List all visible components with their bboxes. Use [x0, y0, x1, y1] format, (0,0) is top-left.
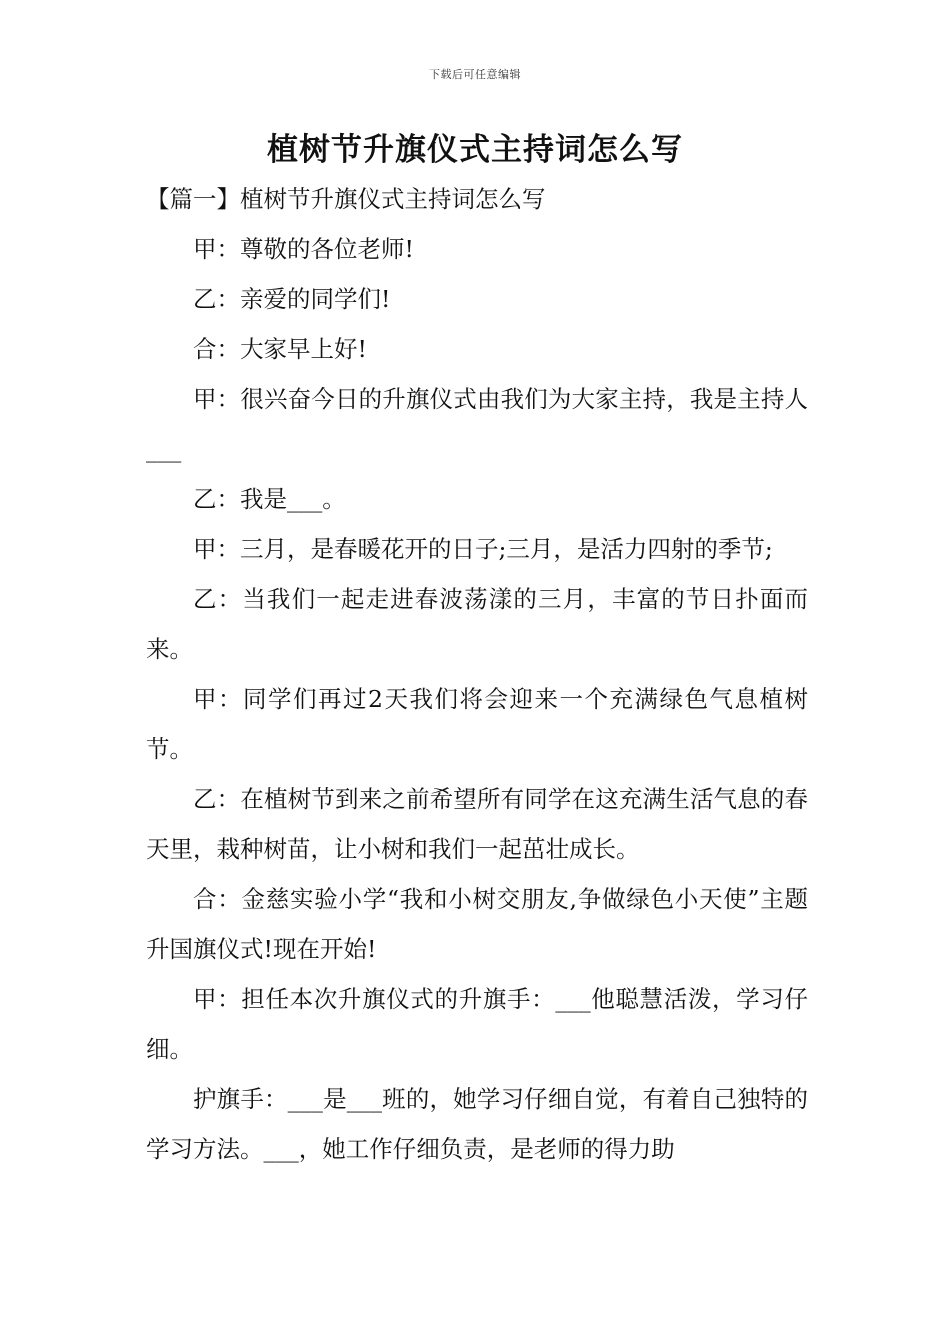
paragraph: 乙：当我们一起走进春波荡漾的三月，丰富的节日扑面而来。	[146, 585, 808, 663]
document-title: 植树节升旗仪式主持词怎么写	[267, 132, 683, 168]
paragraph: 乙：亲爱的同学们!	[193, 285, 391, 313]
document-body	[146, 174, 808, 1174]
paragraph: 甲：三月，是春暖花开的日子;三月，是活力四射的季节;	[193, 535, 773, 563]
paragraph: 乙：我是___。	[193, 485, 346, 513]
paragraph: 甲：同学们再过2天我们将会迎来一个充满绿色气息植树节。	[146, 685, 808, 763]
paragraph: 护旗手：___是___班的，她学习仔细自觉，有着自己独特的学习方法。___，她工作仔细负责，是老师的得力助	[146, 1085, 808, 1163]
section-heading: 【篇一】植树节升旗仪式主持词怎么写	[146, 185, 546, 213]
paragraph: 甲：担任本次升旗仪式的升旗手：___他聪慧活泼，学习仔细。	[146, 985, 808, 1063]
paragraph: 合：金慈实验小学“我和小树交朋友,争做绿色小天使”主题升国旗仪式!现在开始!	[146, 885, 808, 963]
paragraph: 合：大家早上好!	[193, 335, 367, 363]
paragraph: 乙：在植树节到来之前希望所有同学在这充满生活气息的春天里，栽种树苗，让小树和我们一起茁壮成长。	[146, 785, 808, 863]
paragraph: 甲：尊敬的各位老师!	[193, 235, 414, 263]
paragraph: 甲：很兴奋今日的升旗仪式由我们为大家主持，我是主持人___	[146, 385, 808, 463]
header-note: 下载后可任意编辑	[429, 68, 521, 81]
